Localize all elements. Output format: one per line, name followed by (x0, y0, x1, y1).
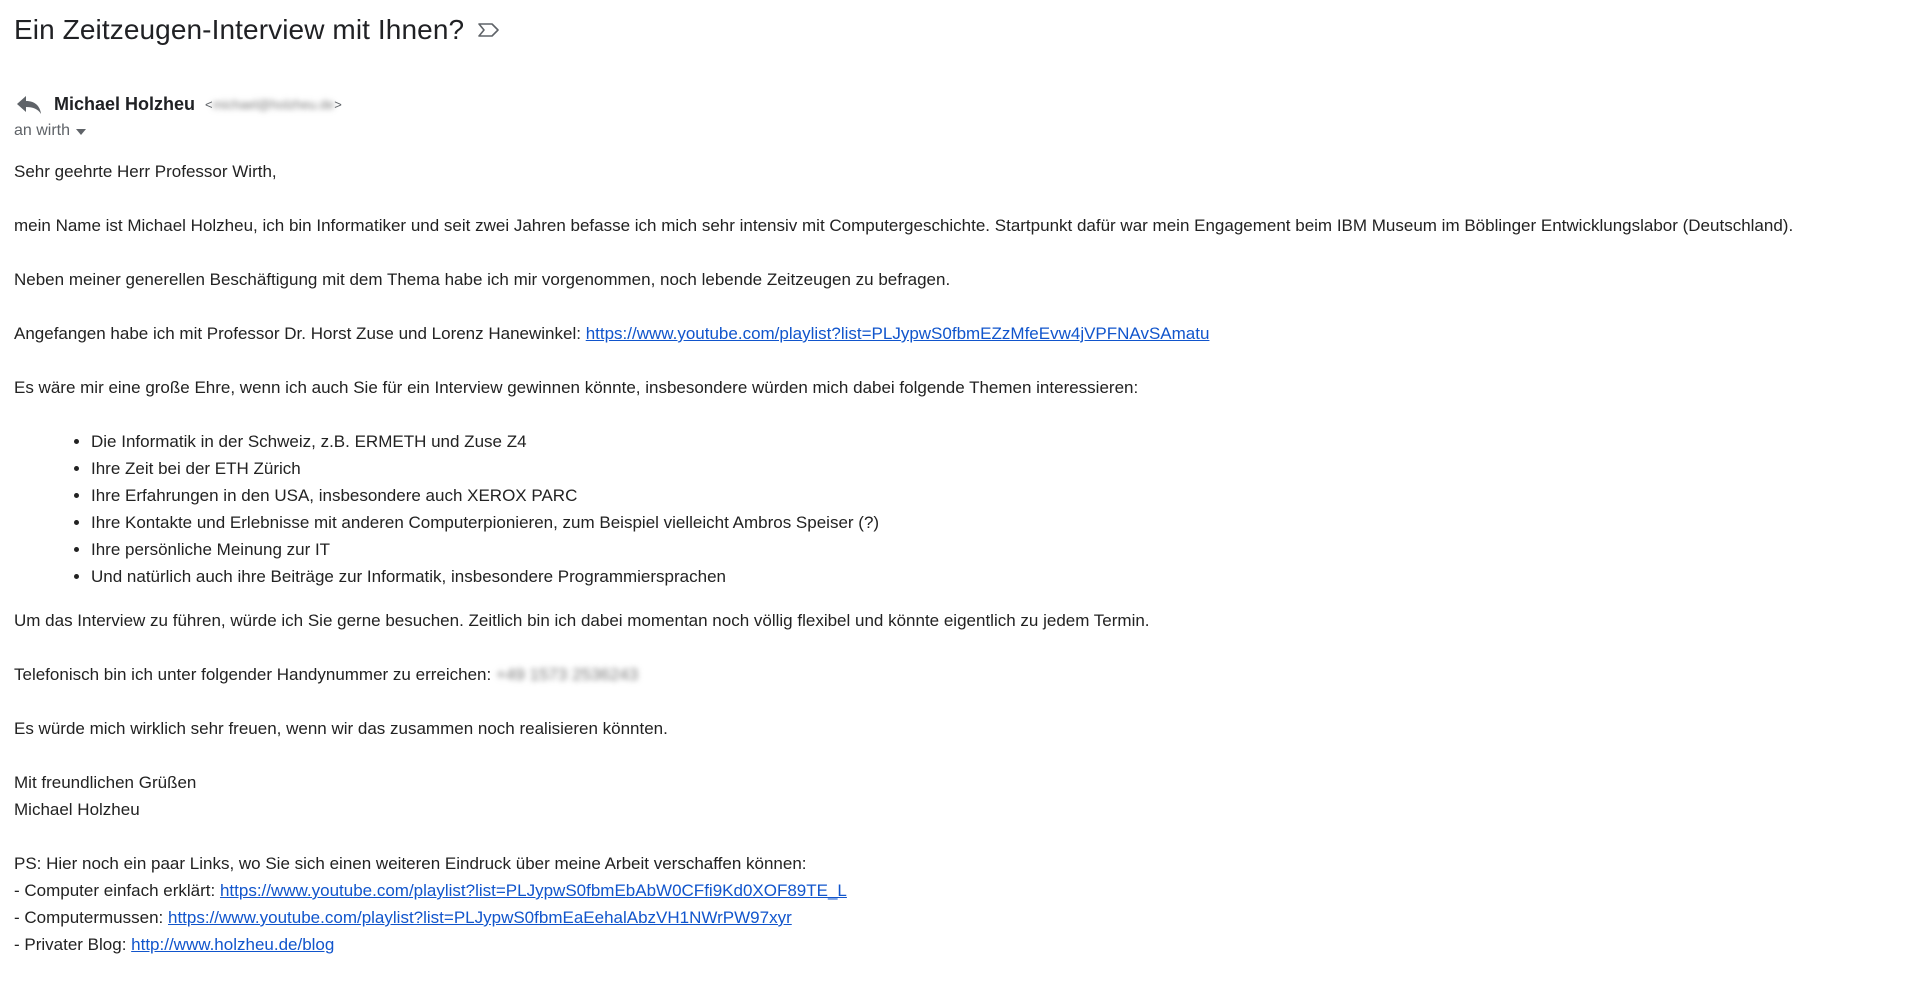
list-item: • Und natürlich auch ihre Beiträge zur Informatik, insbesondere Programmiersprachen (91, 563, 1914, 590)
email-subject: Ein Zeitzeugen-Interview mit Ihnen? (14, 14, 465, 45)
link-computermussen[interactable]: https://www.youtube.com/playlist?list=PLJypwS0fbmEaEehalAbzVH1NWrPW97xyr (168, 908, 792, 927)
recipient-label: an wirth (14, 122, 71, 139)
sender-name[interactable]: Michael Holzheu (54, 93, 196, 114)
intro-paragraph: mein Name ist Michael Holzheu, ich bin Informatiker und seit zwei Jahren befasse ich mich sehr intensiv mit Computergeschichte. Startpunkt dafür war mein Engagement beim IBM Museum im Böblinger Entwicklungslabor (Deutschland). (14, 216, 1794, 235)
list-item: • Ihre Erfahrungen in den USA, insbesondere auch XEROX PARC (91, 482, 1914, 509)
signature: Michael Holzheu (14, 800, 140, 819)
phone-paragraph: Telefonisch bin ich unter folgender Handynummer zu erreichen: +49 1573 2536243 (14, 665, 639, 684)
list-item: • Ihre persönliche Meinung zur IT (91, 536, 1914, 563)
plan-paragraph: Neben meiner generellen Beschäftigung mit dem Thema habe ich mir vorgenommen, noch lebende Zeitzeugen zu befragen. (14, 270, 951, 289)
phone-number: +49 1573 2536243 (495, 665, 639, 684)
ps-intro: PS: Hier noch ein paar Links, wo Sie sich einen weiteren Eindruck über meine Arbeit verschaffen können: (14, 854, 807, 873)
visit-paragraph: Um das Interview zu führen, würde ich Sie gerne besuchen. Zeitlich bin ich dabei momentan noch völlig flexibel und könnte eigentlich zu jedem Termin. (14, 611, 1150, 630)
reply-icon[interactable] (14, 92, 44, 116)
list-item: • Ihre Kontakte und Erlebnisse mit anderen Computerpionieren, zum Beispiel vielleicht Ambros Speiser (?) (91, 509, 1914, 536)
sender-email: <michael@holzheu.de> (205, 96, 342, 112)
email-body (14, 158, 1914, 958)
ps-link-row: - Computer einfach erklärt: https://www.youtube.com/playlist?list=PLJypwS0fbmEbAbW0CFfi9Kd0XOF89TE_L (14, 881, 847, 900)
list-item: • Die Informatik in der Schweiz, z.B. ERMETH und Zuse Z4 (91, 428, 1914, 455)
list-item: • Ihre Zeit bei der ETH Zürich (91, 455, 1914, 482)
topics-list (14, 428, 1914, 590)
label-outline-icon[interactable] (476, 19, 502, 41)
previous-interviews-paragraph: Angefangen habe ich mit Professor Dr. Horst Zuse und Lorenz Hanewinkel: https://www.youtube.com/playlist?list=PLJypwS0fbmEZzMfeEvw4jVPFNAvSAmatu (14, 324, 1210, 343)
playlist-link[interactable]: https://www.youtube.com/playlist?list=PLJypwS0fbmEZzMfeEvw4jVPFNAvSAmatu (585, 324, 1210, 343)
request-paragraph: Es wäre mir eine große Ehre, wenn ich auch Sie für ein Interview gewinnen könnte, insbesondere würden mich dabei folgende Themen interessieren: (14, 378, 1139, 397)
ps-link-row: - Privater Blog: http://www.holzheu.de/blog (14, 935, 335, 954)
greeting: Sehr geehrte Herr Professor Wirth, (14, 162, 277, 181)
ps-link-row: - Computermussen: https://www.youtube.com/playlist?list=PLJypwS0fbmEaEehalAbzVH1NWrPW97xyr (14, 908, 792, 927)
sender-row (14, 92, 342, 116)
closing: Mit freundlichen Grüßen (14, 773, 197, 792)
chevron-down-icon[interactable] (76, 129, 86, 135)
link-computer-einfach-erklaert[interactable]: https://www.youtube.com/playlist?list=PLJypwS0fbmEbAbW0CFfi9Kd0XOF89TE_L (219, 881, 847, 900)
recipient-details-toggle[interactable] (14, 122, 86, 140)
subject-row (14, 14, 502, 46)
sender-email-address: michael@holzheu.de (212, 96, 335, 112)
link-private-blog[interactable]: http://www.holzheu.de/blog (131, 935, 335, 954)
closing-wish-paragraph: Es würde mich wirklich sehr freuen, wenn wir das zusammen noch realisieren könnten. (14, 719, 668, 738)
